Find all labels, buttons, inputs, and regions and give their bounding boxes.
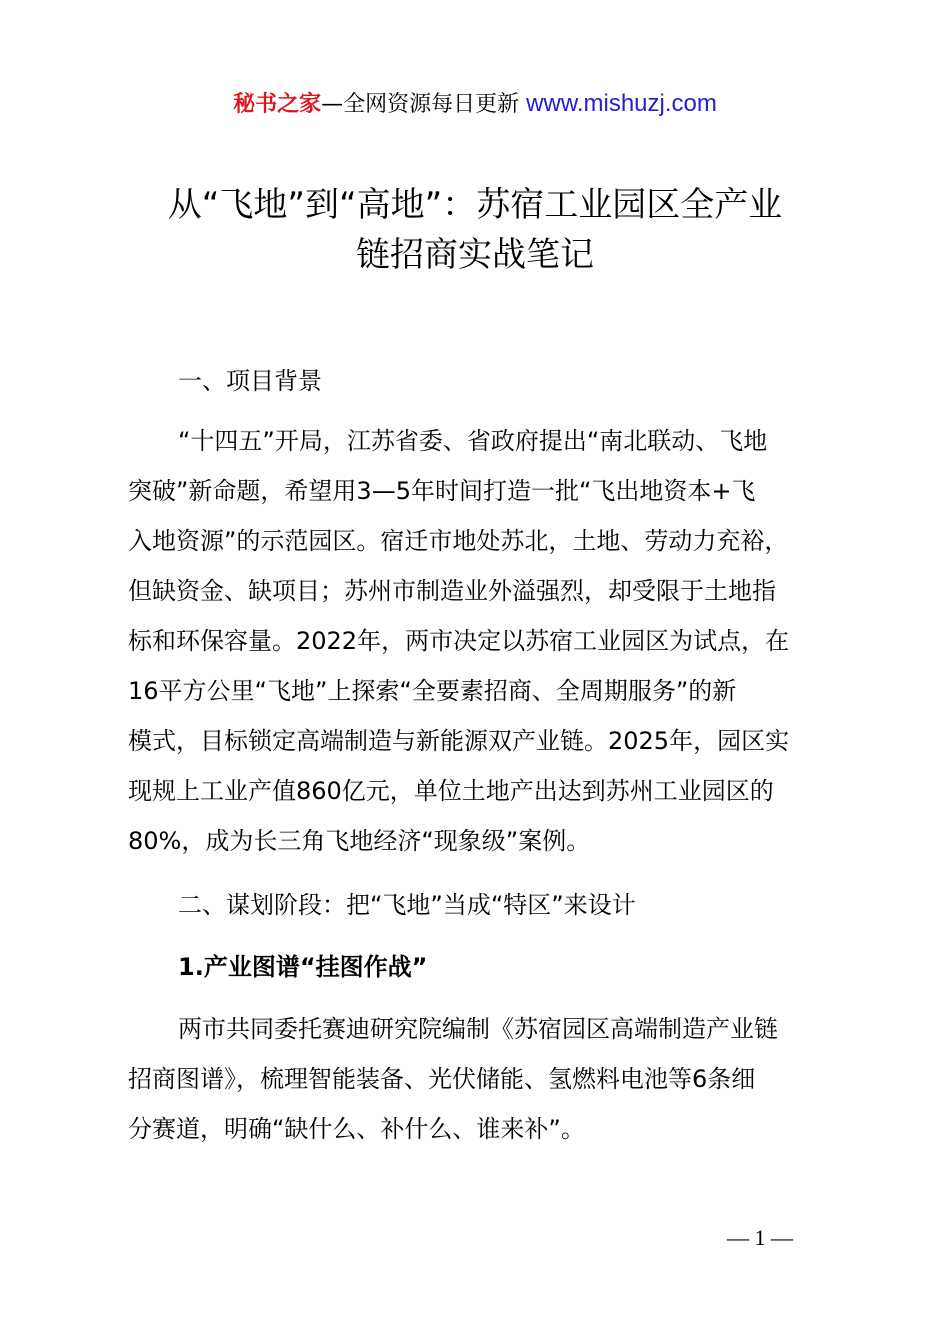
document-title	[100, 180, 850, 280]
title-line-1: 从“飞地”到“高地”：苏宿工业园区全产业	[167, 185, 783, 225]
site-banner	[0, 88, 950, 121]
paragraph-line: 16平方公里“飞地”上探索“全要素招商、全周期服务”的新	[128, 677, 737, 705]
sub-heading-industry-map: 1.产业图谱“挂图作战”	[178, 953, 428, 981]
paragraph-line: 分赛道，明确“缺什么、补什么、谁来补”。	[128, 1115, 585, 1143]
paragraph-industry-map	[128, 1004, 838, 1154]
brand-name: 秘书之家	[233, 92, 322, 117]
paragraph-line: 80%，成为长三角飞地经济“现象级”案例。	[128, 827, 591, 855]
paragraph-line: 但缺资金、缺项目；苏州市制造业外溢强烈，却受限于土地指	[128, 577, 776, 605]
page-number: — 1 —	[727, 1225, 793, 1250]
paragraph-line: 招商图谱》，梳理智能装备、光伏储能、氢燃料电池等6条细	[128, 1065, 756, 1093]
section-heading-background: 一、项目背景	[178, 367, 322, 395]
title-line-2: 链招商实战笔记	[356, 235, 594, 275]
site-url-link[interactable]: www.mishuzj.com	[526, 90, 717, 117]
banner-tagline: —全网资源每日更新	[321, 92, 520, 117]
paragraph-line: 突破”新命题，希望用3—5年时间打造一批“飞出地资本+飞	[128, 477, 756, 505]
paragraph-line: 标和环保容量。2022年，两市决定以苏宿工业园区为试点，在	[128, 627, 790, 655]
paragraph-line: 模式，目标锁定高端制造与新能源双产业链。2025年，园区实	[128, 727, 790, 755]
paragraph-background	[128, 416, 838, 866]
paragraph-line: “十四五”开局，江苏省委、省政府提出“南北联动、飞地	[178, 427, 768, 455]
paragraph-line: 入地资源”的示范园区。宿迁市地处苏北，土地、劳动力充裕，	[128, 527, 789, 555]
paragraph-line: 两市共同委托赛迪研究院编制《苏宿园区高端制造产业链	[178, 1015, 778, 1043]
section-heading-planning: 二、谋划阶段：把“飞地”当成“特区”来设计	[178, 891, 636, 919]
paragraph-line: 现规上工业产值860亿元，单位土地产出达到苏州工业园区的	[128, 777, 774, 805]
